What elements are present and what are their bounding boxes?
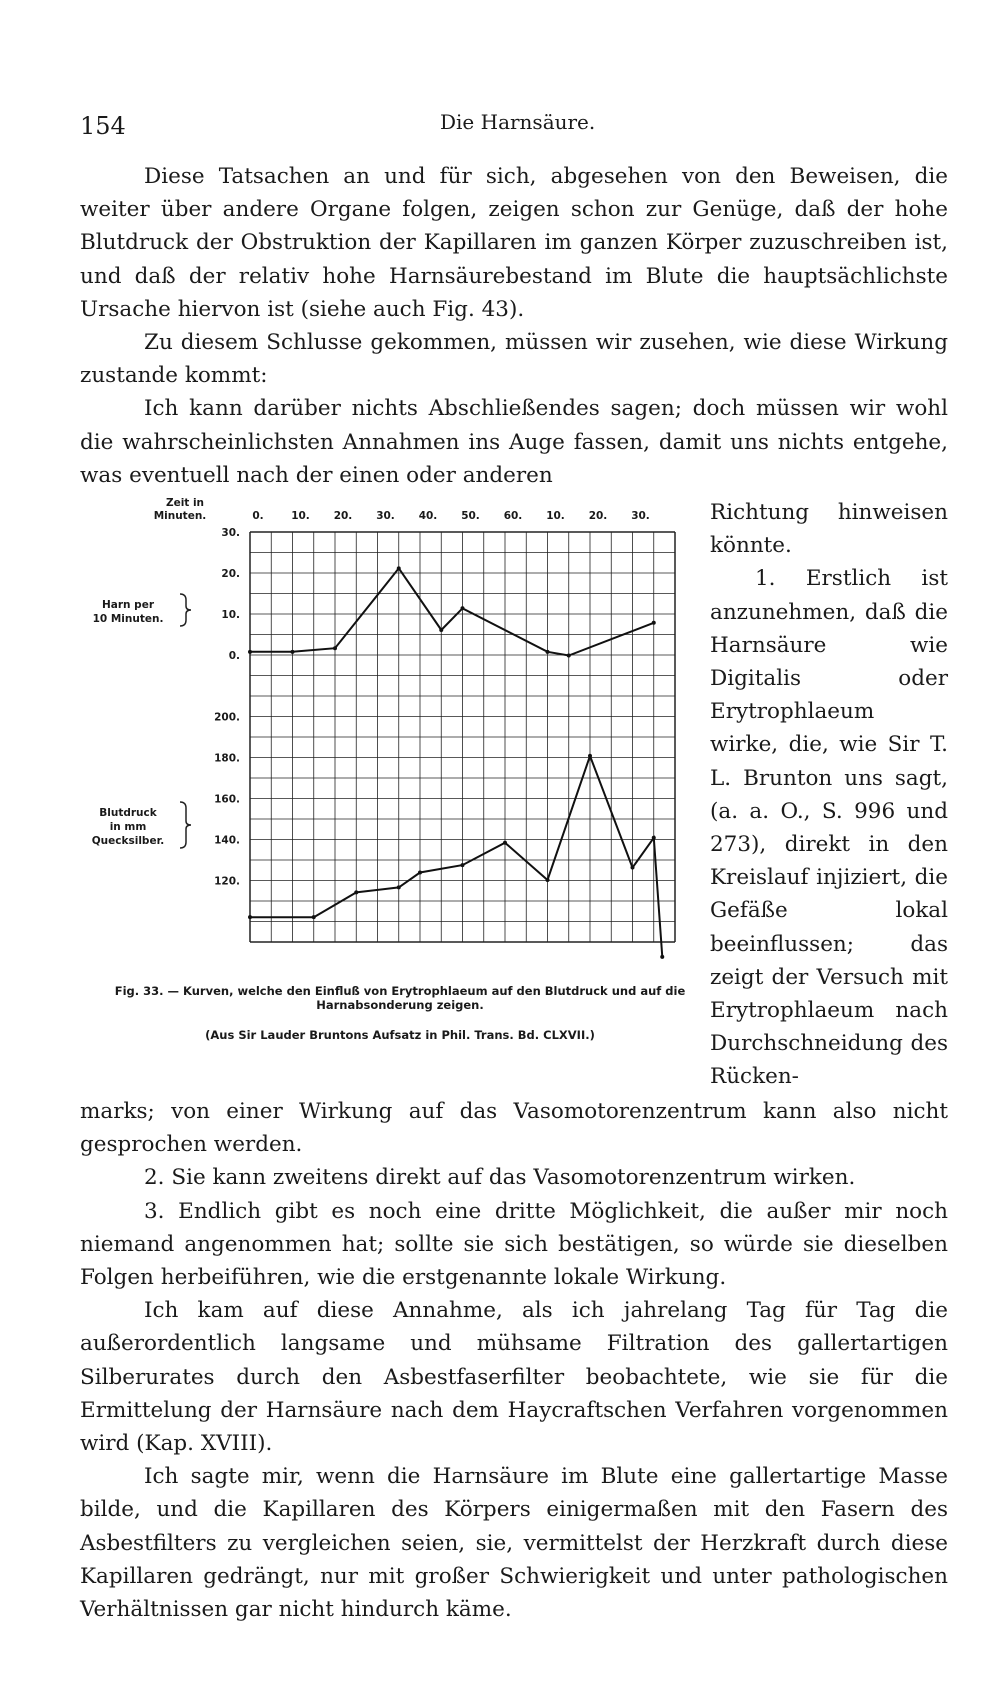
x-tick-label: 20. — [333, 510, 353, 522]
data-point — [461, 863, 465, 867]
x-tick-label: 20. — [588, 510, 608, 522]
paragraph: marks; von einer Wirkung auf das Vasomotorenzentrum kann also nicht gesprochen werden. — [80, 1099, 948, 1158]
series-line — [250, 568, 654, 655]
panel-label-line: Quecksilber. — [91, 835, 165, 847]
panel-label-line: Harn per — [102, 599, 154, 611]
x-tick-label: 10. — [546, 510, 565, 522]
data-point — [546, 878, 550, 882]
data-point — [660, 955, 664, 959]
top-text — [80, 160, 948, 492]
panel-label-line: in mm — [109, 821, 147, 833]
y-tick-label: 30. — [221, 527, 240, 539]
data-point — [248, 650, 252, 654]
series-line — [250, 756, 662, 957]
data-point — [397, 885, 401, 889]
y-tick-label: 20. — [221, 568, 240, 580]
x-axis-title-line: Zeit in — [165, 497, 205, 509]
side-text — [710, 496, 948, 1094]
panel-brace — [180, 594, 191, 626]
data-point — [333, 646, 337, 650]
panel-brace — [180, 802, 191, 848]
figure-caption: Fig. 33. — Kurven, welche den Einfluß von Erytrophlaeum auf den Blutdruck und auf die Harnabsonderung zeigen. — [114, 984, 686, 1012]
data-point — [354, 890, 358, 894]
paragraph: Ich kann darüber nichts Abschließendes sagen; doch müssen wir wohl die wahrscheinlichsten Annahmen ins Auge fassen, damit uns nichts entgehe, was eventuell nach der einen oder anderen — [80, 396, 948, 488]
y-tick-label: 160. — [214, 793, 240, 806]
data-point — [631, 866, 635, 870]
paragraph: Richtung hinweisen könnte. — [710, 500, 948, 559]
paragraph: 3. Endlich gibt es noch eine dritte Möglichkeit, die außer mir noch niemand angenommen hat; sollte sie sich bestätigen, so würde sie dieselben Folgen herbeiführen, wie die erstgenannte lokale Wirkung. — [80, 1198, 948, 1291]
data-point — [652, 836, 656, 840]
paragraph: Ich sagte mir, wenn die Harnsäure im Blute eine gallertartige Masse bilde, und die Kapillaren des Körpers einigermaßen mit den Fasern des Asbestfilters zu vergleichen seien, sie, vermittelst der Herzkraft durch diese Kapillaren gedrängt, nur mit großer Schwierigkeit und unter pathologischen Verhältnissen gar nicht hindurch käme. — [80, 1464, 948, 1623]
x-tick-label: 30. — [376, 510, 395, 522]
figure-source: (Aus Sir Lauder Bruntons Aufsatz in Phil. Trans. Bd. CLXVII.) — [205, 1028, 595, 1042]
data-point — [567, 653, 571, 657]
data-point — [418, 871, 422, 875]
y-tick-label: 10. — [221, 609, 240, 621]
panel-label-line: 10 Minuten. — [92, 613, 164, 625]
x-tick-label: 50. — [461, 510, 480, 522]
data-point — [248, 915, 252, 919]
paragraph: Diese Tatsachen an und für sich, abgesehen von den Beweisen, die weiter über andere Organe folgen, zeigen schon zur Genüge, daß der hohe Blutdruck der Obstruktion der Kapillaren im ganzen Körper zuzuschreiben ist, und daß der relativ hohe Harnsäurebestand im Blute die hauptsächlichste Ursache hiervon ist (siehe auch Fig. 43). — [80, 164, 948, 322]
page-number: 154 — [80, 112, 126, 140]
x-tick-label: 60. — [503, 510, 523, 522]
y-tick-label: 140. — [214, 834, 240, 847]
data-point — [312, 915, 316, 919]
data-point — [588, 754, 592, 758]
y-tick-label: 120. — [214, 875, 240, 888]
data-point — [652, 621, 656, 625]
data-point — [546, 650, 550, 654]
paragraph: Ich kam auf diese Annahme, als ich jahrelang Tag für Tag die außerordentlich langsame und mühsame Filtration des gallertartigen Silberurates durch den Asbestfaserfilter beobachtete, wie sie für die Ermittelung der Harnsäure nach dem Haycraftschen Verfahren vorgenommen wird (Kap. XVIII). — [80, 1298, 948, 1457]
x-axis-title-line: Minuten. — [153, 510, 207, 522]
bottom-text — [80, 1095, 948, 1626]
paragraph: 2. Sie kann zweitens direkt auf das Vasomotorenzentrum wirken. — [144, 1165, 856, 1191]
x-tick-label: 0. — [252, 510, 264, 522]
data-point — [461, 606, 465, 610]
y-tick-label: 0. — [228, 650, 240, 662]
data-point — [439, 628, 443, 632]
paragraph: Zu diesem Schlusse gekommen, müssen wir zusehen, wie diese Wirkung zustande kommt: — [80, 330, 948, 389]
figure-33 — [80, 497, 700, 1050]
y-tick-label: 180. — [214, 752, 240, 765]
data-point — [397, 566, 401, 570]
y-tick-label: 200. — [214, 711, 240, 724]
running-head: Die Harnsäure. — [440, 110, 596, 134]
paragraph: 1. Erstlich ist anzunehmen, daß die Harnsäure wie Digitalis oder Erytrophlaeum wirke, die, wie Sir T. L. Brunton uns sagt, (a. a. O., S. 996 und 273), direkt in den Kreislauf injiziert, die Gefäße lokal beeinflussen; das zeigt der Versuch mit Erytrophlaeum nach Durchschneidung des Rücken- — [710, 566, 948, 1090]
x-tick-label: 10. — [291, 510, 310, 522]
x-tick-label: 40. — [418, 510, 438, 522]
panel-label-line: Blutdruck — [99, 807, 157, 819]
x-tick-label: 30. — [631, 510, 650, 522]
data-point — [503, 841, 507, 845]
data-point — [291, 650, 295, 654]
chart — [80, 497, 700, 980]
